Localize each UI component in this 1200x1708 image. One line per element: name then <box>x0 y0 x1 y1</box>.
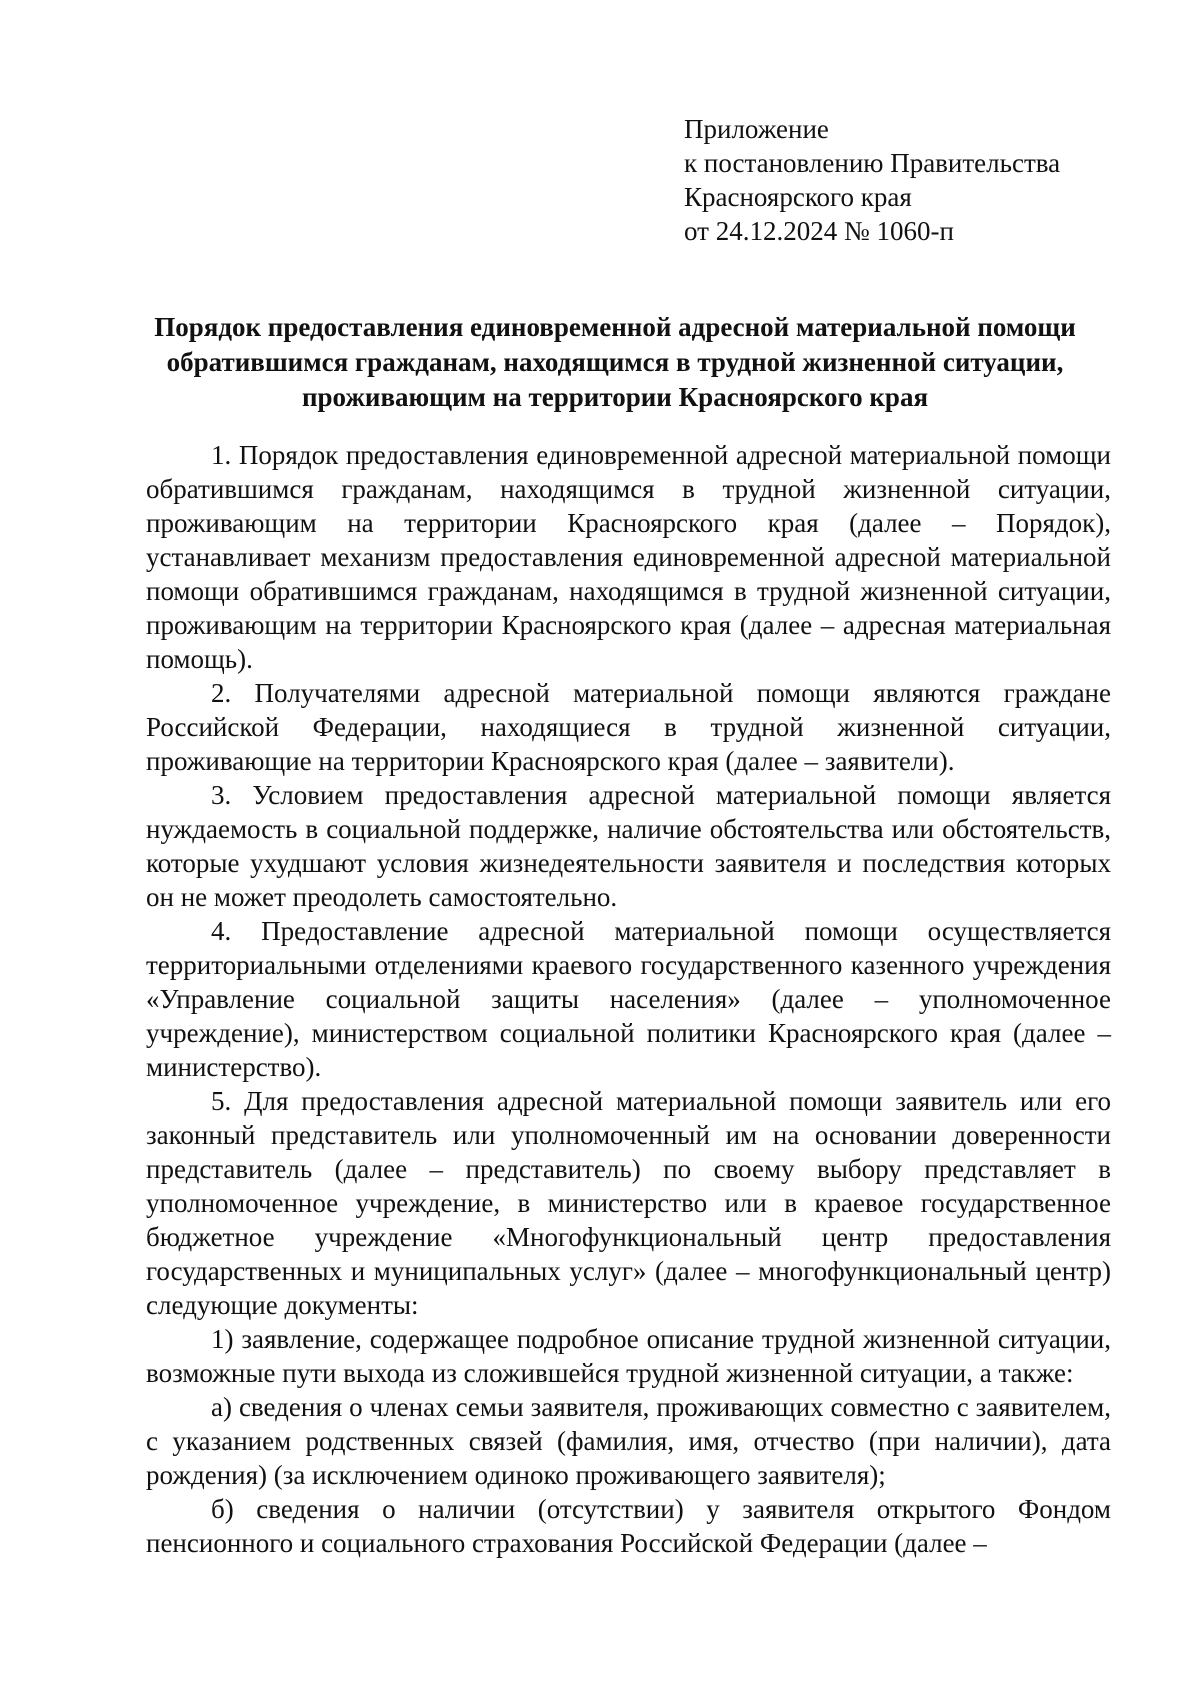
paragraph-subitem-b: б) сведения о наличии (отсутствии) у заявителя открытого Фондом пенсионного и социального страхования Российской Федерации (далее – <box>146 1494 1111 1558</box>
title-line-1: Порядок предоставления единовременной адресной материальной помощи <box>154 312 1076 342</box>
appendix-line-4: от 24.12.2024 № 1060-п <box>684 216 954 246</box>
paragraph-2: 2. Получателями адресной материальной помощи являются граждане Российской Федерации, находящиеся в трудной жизненной ситуации, проживающие на территории Красноярского края (далее – заявители). <box>146 678 1111 776</box>
paragraph-5: 5. Для предоставления адресной материальной помощи заявитель или его законный представитель или уполномоченный им на основании доверенности представитель (далее – представитель) по своему выбору представляет в уполномоченное учреждение, в министерство или в краевое государственное бюджетное учреждение «Многофункциональный центр предоставления государственных и муниципальных услуг» (далее – многофункциональный центр) следующие документы: <box>146 1086 1111 1320</box>
document-body <box>146 438 1111 1560</box>
paragraph-item-1: 1) заявление, содержащее подробное описание трудной жизненной ситуации, возможные пути выхода из сложившейся трудной жизненной ситуации, а также: <box>146 1324 1111 1388</box>
paragraph-4: 4. Предоставление адресной материальной помощи осуществляется территориальными отделениями краевого государственного казенного учреждения «Управление социальной защиты населения» (далее – уполномоченное учреждение), министерством социальной политики Красноярского края (далее – министерство). <box>146 916 1111 1082</box>
appendix-line-1: Приложение <box>684 114 829 144</box>
appendix-line-2: к постановлению Правительства <box>684 148 1061 178</box>
title-line-2: обратившимся гражданам, находящимся в трудной жизненной ситуации, <box>166 347 1064 377</box>
paragraph-3: 3. Условием предоставления адресной материальной помощи является нуждаемость в социальной поддержке, наличие обстоятельства или обстоятельств, которые ухудшают условия жизнедеятельности заявителя и последствия которых он не может преодолеть самостоятельно. <box>146 780 1111 912</box>
document-title <box>130 310 1100 415</box>
appendix-header <box>684 112 1060 248</box>
paragraph-subitem-a: а) сведения о членах семьи заявителя, проживающих совместно с заявителем, с указанием родственных связей (фамилия, имя, отчество (при наличии), дата рождения) (за исключением одиноко проживающего заявителя); <box>146 1392 1111 1490</box>
title-line-3: проживающим на территории Красноярского края <box>301 382 929 412</box>
paragraph-1: 1. Порядок предоставления единовременной адресной материальной помощи обратившимся гражданам, находящимся в трудной жизненной ситуации, проживающим на территории Красноярского края (далее – Порядок), устанавливает механизм предоставления единовременной адресной материальной помощи обратившимся гражданам, находящимся в трудной жизненной ситуации, проживающим на территории Красноярского края (далее – адресная материальная помощь). <box>146 440 1111 674</box>
appendix-line-3: Красноярского края <box>684 182 912 212</box>
